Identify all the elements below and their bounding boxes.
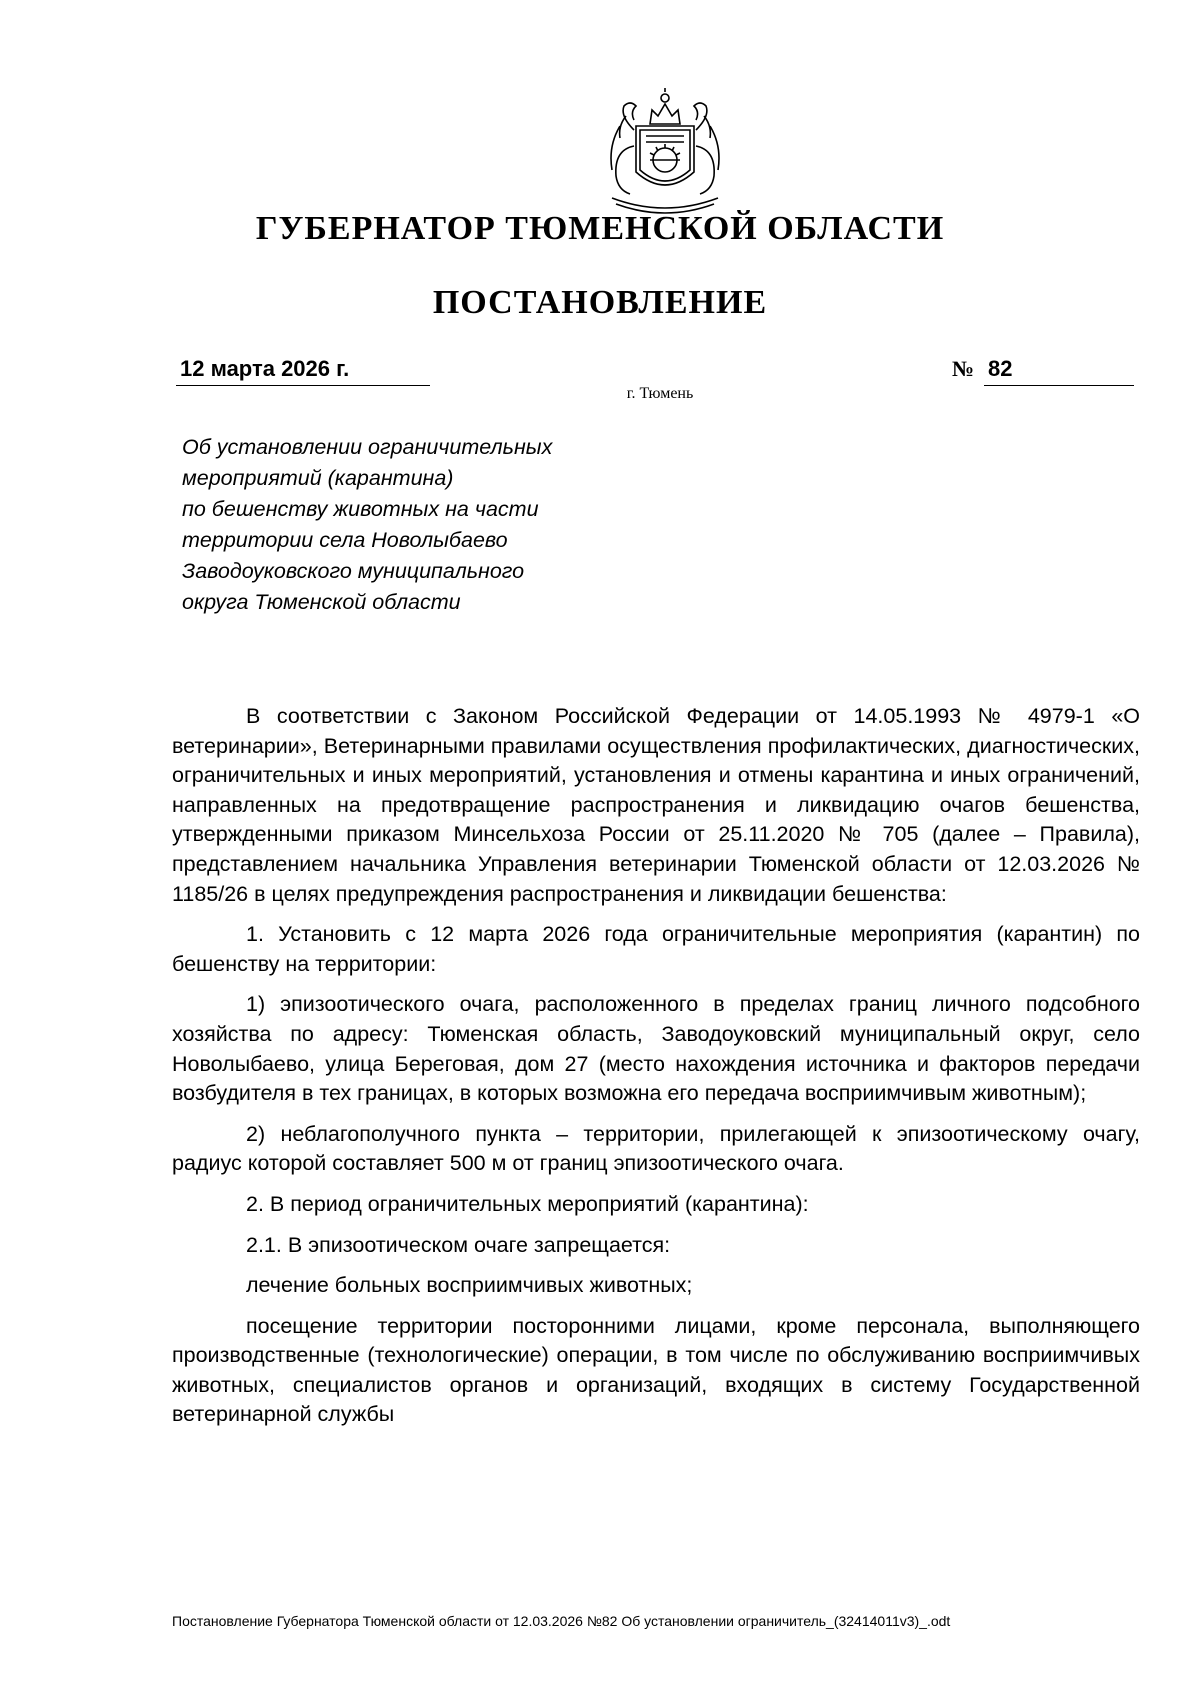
subject-line: Об установлении ограничительных — [182, 435, 553, 459]
body-paragraph-item-2: 2. В период ограничительных мероприятий (карантина): — [246, 1191, 809, 1216]
body-paragraph-subitem-1: 1) эпизоотического очага, расположенного в пределах границ личного подсобного хозяйства по адресу: Тюменская область, Заводоуковский муниципальный округ, село Новолыбаево, улица Береговая, дом 27 (место нахождения источника и факторов передачи возбудителя в тех границах, в которых возможна его передача восприимчивым животным); — [172, 992, 1140, 1106]
page-footer-filename: Постановление Губернатора Тюменской области от 12.03.2026 №82 Об установлении ограничитель_(32414011v3)_.odt — [172, 1613, 951, 1629]
body-paragraph-prohibition-2: посещение территории посторонними лицами, кроме персонала, выполняющего производственные (технологические) операции, в том числе по обслуживанию восприимчивых животных, специалистов органов и организаций, входящих в систему Государственной ветеринарной службы — [172, 1313, 1140, 1427]
body-paragraph-subitem-2: 2) неблагополучного пункта – территории, прилегающей к эпизоотическому очагу, радиус которой составляет 500 м от границ эпизоотического очага. — [172, 1121, 1140, 1176]
document-number: 82 — [984, 356, 1134, 386]
document-body — [172, 702, 1140, 1441]
coat-of-arms-emblem — [590, 86, 740, 214]
subject-line: округа Тюменской области — [182, 590, 461, 614]
body-paragraph-item-2-1: 2.1. В эпизоотическом очаге запрещается: — [246, 1232, 671, 1257]
number-sign: № — [952, 356, 975, 381]
document-date: 12 марта 2026 г. — [176, 356, 430, 386]
subject-line: Заводоуковского муниципального — [182, 559, 525, 583]
subject-line: по бешенству животных на части — [182, 497, 539, 521]
body-paragraph-preamble: В соответствии с Законом Российской Федерации от 14.05.1993 № 4979-1 «О ветеринарии», Ветеринарными правилами осуществления профилактических, диагностических, ограничительных и иных мероприятий, установления и отмены карантина и иных ограничений, направленных на предотвращение распространения и ликвидацию очагов бешенства, утвержденными приказом Минсельхоза России от 25.11.2020 № 705 (далее – Правила), представлением начальника Управления ветеринарии Тюменской области от 12.03.2026 № 1185/26 в целях предупреждения распространения и ликвидации бешенства: — [172, 704, 1140, 906]
body-paragraph-prohibition-1: лечение больных восприимчивых животных; — [246, 1273, 693, 1298]
document-type-title: ПОСТАНОВЛЕНИЕ — [432, 284, 768, 321]
subject-line: мероприятий (карантина) — [182, 466, 454, 490]
issuing-authority-title: ГУБЕРНАТОР ТЮМЕНСКОЙ ОБЛАСТИ — [255, 210, 945, 247]
document-subject — [182, 432, 682, 618]
subject-line: территории села Новолыбаево — [182, 528, 508, 552]
document-city: г. Тюмень — [626, 385, 694, 402]
body-paragraph-item-1: 1. Установить с 12 марта 2026 года ограничительные мероприятия (карантин) по бешенству на территории: — [172, 922, 1140, 976]
